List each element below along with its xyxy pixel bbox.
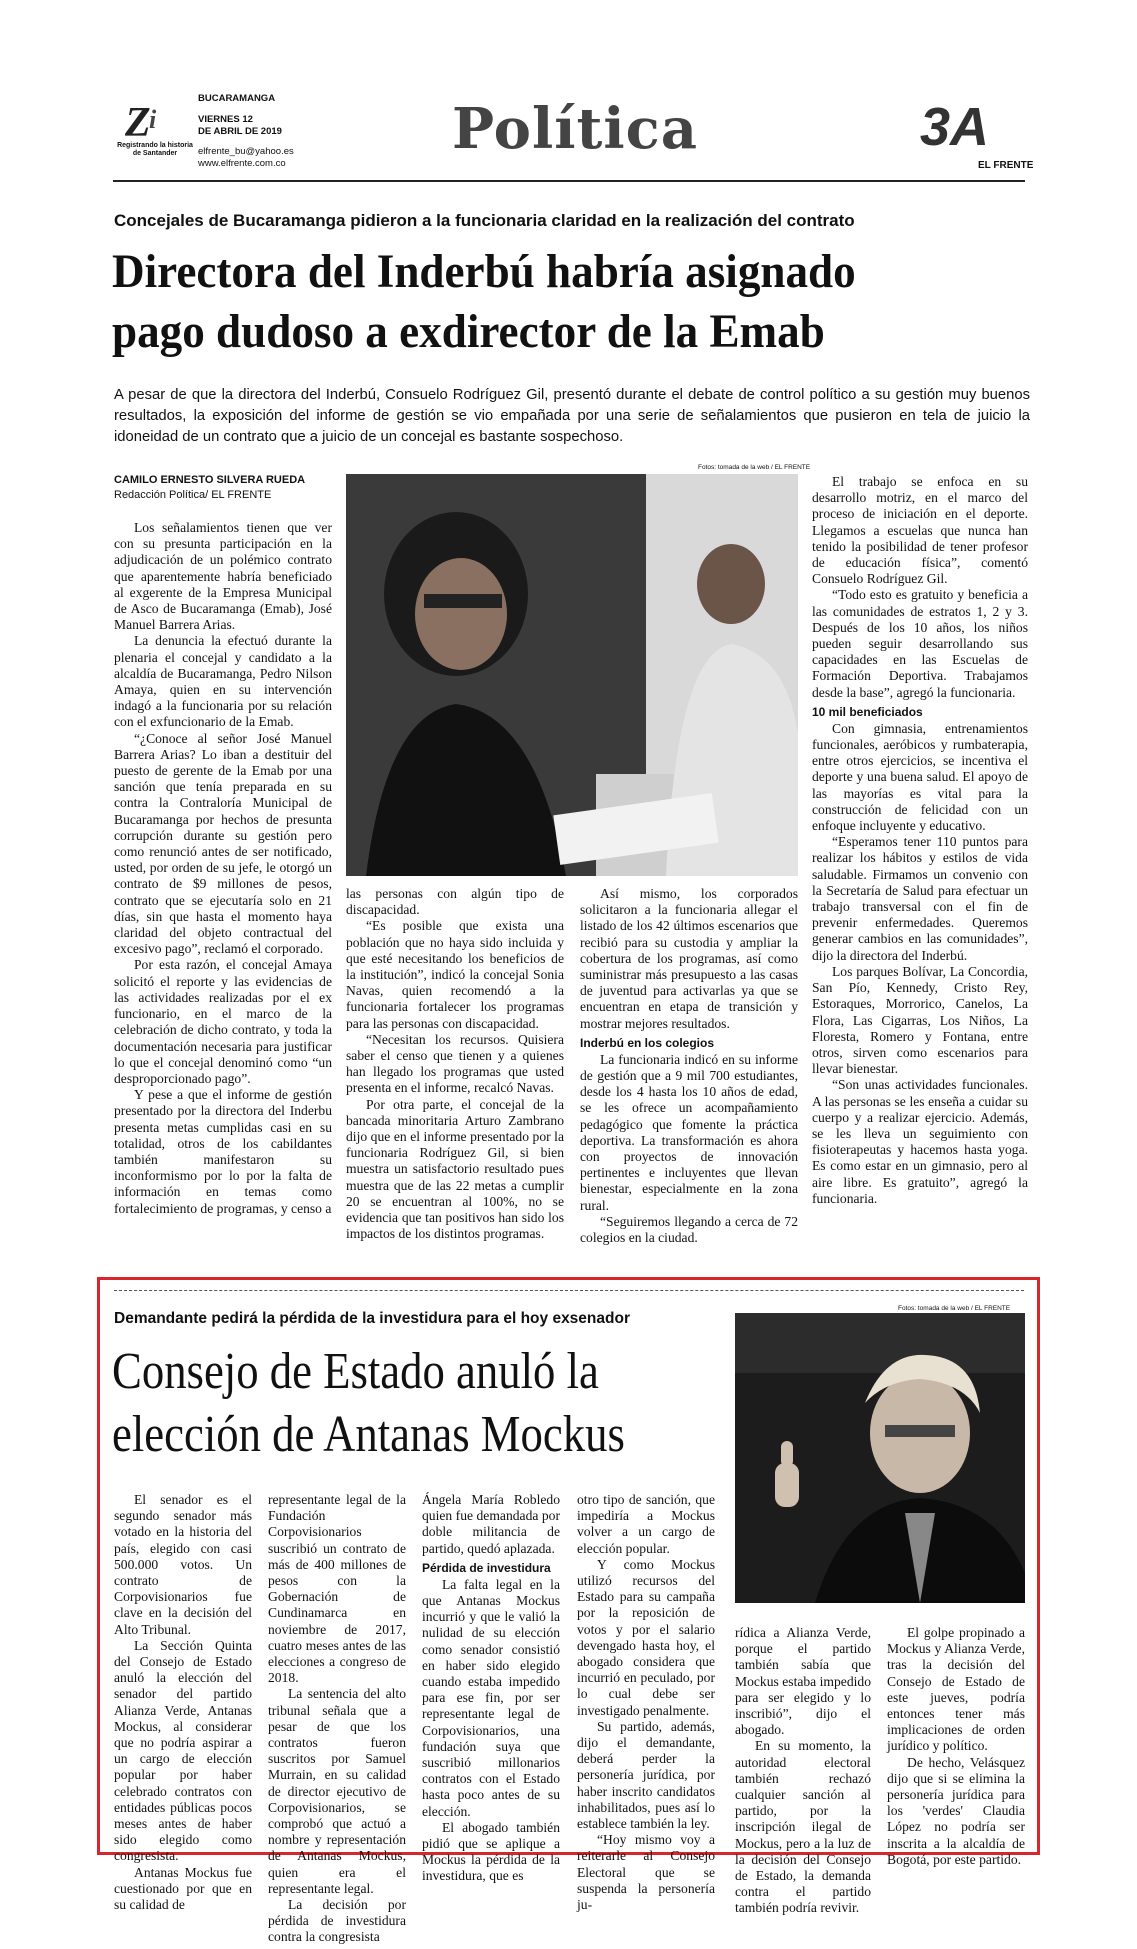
paragraph: “Es posible que exista una población que no haya sido incluida y que esté necesitando los beneficios de la institución”, indicó la concejal Sonia Navas, quien recomendó a la funcionaria fortalecer los programas para las personas con discapacidad.	[346, 918, 564, 1031]
paragraph: El senador es el segundo senador más votado en la historia del país, elegido con casi 500.000 votos. Un contrato de Corpovisionarios fue clave en la decisión del Alto Tribunal.	[114, 1492, 252, 1637]
paragraph: representante legal de la Fundación Corpovisionarios suscribió un contrato de más de 400 millones de pesos con la Gobernación de Cundinamarca en noviembre de 2017, cuatro meses antes de las elecciones a congreso de 2018.	[268, 1492, 406, 1686]
portrait-photo-icon	[735, 1313, 1025, 1603]
article2-kicker: Demandante pedirá la pérdida de la investidura para el hoy exsenador	[114, 1310, 630, 1327]
article2-column-1	[114, 1492, 252, 1913]
paragraph: Los señalamientos tienen que ver con su presunta participación en la adjudicación de un polémico contrato que aparentemente habría beneficiado al exgerente de la Empresa Municipal de Asco de Bucaramanga (Emab), José Manuel Barrera Arias.	[114, 520, 332, 633]
article1-kicker: Concejales de Bucaramanga pidieron a la funcionaria claridad en la realización del contrato	[114, 211, 855, 230]
article2-headline-1: Consejo de Estado anuló la	[112, 1343, 599, 1400]
paragraph: Con gimnasia, entrenamientos funcionales, aeróbicos y rumbaterapia, entre otros ejercicios, se incentiva el deporte y una buena salud. El apoyo de las mayorías es vital para la construcción de felicidad con un enfoque incluyente y educativo.	[812, 720, 1028, 834]
paragraph: Y pese a que el informe de gestión presentado por la directora del Inderbu presenta metas cumplidas casi en su totalidad, otros de los cabildantes también manifestaron su inconformismo por lo por la falta de información en temas como fortalecimiento de programas, y censo a	[114, 1087, 332, 1216]
paragraph: La funcionaria indicó en su informe de gestión que a 9 mil 700 estudiantes, desde los 4 hasta los 10 años de edad, se les ofrece un acompañamiento pedagógico que fomente la práctica deportiva. La transformación es ahora con proyectos de innovación pertinentes e incluyentes que llevan bienestar, especialmente en la zona rural.	[580, 1051, 798, 1213]
paragraph: Ángela María Robledo quien fue demandada por doble militancia de partido, quedó aplazada.	[422, 1492, 560, 1556]
subhead: Inderbú en los colegios	[580, 1035, 715, 1050]
paragraph: La falta legal en la que Antanas Mockus incurrió y que le valió la nulidad de su elección como senador consistió en haber sido elegido cuando estaba impedido para ese fin, por ser representante legal de Corpovisionarios, una fundación suya que suscribió millonarios contratos con el Estado hasta poco antes de su elección.	[422, 1576, 560, 1819]
email[interactable]: elfrente_bu@yahoo.es	[198, 146, 294, 157]
city: BUCARAMANGA	[198, 93, 276, 104]
mockus-photo	[735, 1313, 1025, 1603]
article1-headline-1: Directora del Inderbú habría asignado	[112, 245, 856, 298]
article1-column-4	[812, 474, 1028, 1207]
paragraph: “Todo esto es gratuito y beneficia a las comunidades de estratos 1, 2 y 3. Después de los 10 años, los niños pueden seguir desarrollando sus capacidades en las Escuelas de Formación Deportiva. Trabajamos desde la base”, agregó la funcionaria.	[812, 587, 1028, 700]
svg-text:Z: Z	[125, 100, 151, 146]
subhead: Pérdida de investidura	[422, 1560, 551, 1575]
paragraph: Por esta razón, el concejal Amaya solicitó el reporte y las evidencias de las actividades realizadas por el ex funcionario, en el marco de la celebración de dicho contrato, y toda la documentación necesaria para justificar lo que el concejal denominó como “un desproporcionado pago”.	[114, 957, 332, 1086]
paragraph: Antanas Mockus fue cuestionado por que en su calidad de	[114, 1864, 252, 1913]
paragraph: rídica a Alianza Verde, porque el partido también sabía que Mockus estaba impedido para ser elegido y lo inscribió”, dijo el abogado.	[735, 1625, 871, 1738]
paragraph: La denuncia la efectuó durante la plenaria el concejal y candidato a la alcaldía de Bucaramanga, Pedro Nilson Amaya, quien en su intervención indagó a la funcionaria por su relación con el exfuncionario de la Emab.	[114, 633, 332, 730]
article2-column-5	[735, 1625, 871, 1917]
inderbu-photo	[346, 474, 798, 876]
article1-lead: A pesar de que la directora del Inderbú, Consuelo Rodríguez Gil, presentó durante el debate de control político a su gestión muy buenos resultados, la exposición del informe de gestión se vio empañada por una serie de señalamientos que pusieron en tela de juicio la idoneidad de un contrato que a juicio de un concejal es bastante sospechoso.	[114, 387, 1030, 445]
paragraph: “¿Conoce al señor José Manuel Barrera Arias? Lo iban a destituir del puesto de gerente de la Emab por una sanción que tenía preparada en su contra la Contraloría Municipal de Bucaramanga por hechos de presunta corrupción durante su gestión pero como renunció antes de ser notificado, usted, por orden de su jefe, le otorgó un contrato de $9 millones de pesos, contrato que se ejecutaría solo en 21 días, sin que hasta el momento haya claridad del objeto contractual del excesivo pago”, reclamó el corporado.	[114, 730, 332, 957]
paragraph: “Son unas actividades funcionales. A las personas se les enseña a cuidar su cuerpo y a realizar ejercicio. Además, se les lleva un seguimiento con fisioterapeutas y hacemos hasta yoga. Es como estar en un gimnasio, pero al aire libre. Es gratuito”, agregó la funcionaria.	[812, 1077, 1028, 1206]
article2-column-3	[422, 1492, 560, 1885]
paragraph: las personas con algún tipo de discapacidad.	[346, 886, 564, 918]
paragraph: Así mismo, los corporados solicitaron a la funcionaria allegar el listado de los 42 últimos escenarios que recibió para su custodia y ampliar la cobertura de los programas, así como suministrar más presupuesto a las casas de juventud para activarlas ya que se encuentran en etapa de transición y mostrar mejores resultados.	[580, 886, 798, 1031]
paragraph: La decisión por pérdida de investidura contra la congresista	[268, 1897, 406, 1945]
article1-column-3	[580, 886, 798, 1246]
paragraph: El trabajo se enfoca en su desarrollo motriz, en el marco del proceso de iniciación en el deporte. Llegamos a escuelas que nunca han tenido la posibilidad de tener profesor de educación física”, comentó Consuelo Rodríguez Gil.	[812, 474, 1028, 587]
paragraph: Por otra parte, el concejal de la bancada minoritaria Arturo Zambrano dijo que en el informe presentado por la funcionaria Rodríguez Gil, si bien muestra un satisfactorio resultado pues muestra que de las 22 metas a cumplir 20 se encuentran al 100%, no se evidencia que tan positivos han sido los impactos de los distintos programas.	[346, 1096, 564, 1242]
masthead-rule	[113, 180, 1025, 182]
byline: CAMILO ERNESTO SILVERA RUEDA	[114, 474, 306, 486]
subhead: 10 mil beneficiados	[812, 704, 923, 719]
article2-headline-2: elección de Antanas Mockus	[112, 1406, 625, 1463]
logo-tagline: Registrando la historia de Santander	[117, 142, 193, 157]
article2-column-4	[577, 1492, 715, 1913]
article1-column-1	[114, 520, 332, 1217]
paragraph: El abogado también pidió que se aplique a Mockus la pérdida de la investidura, que es	[422, 1819, 560, 1884]
article1-headline-2: pago dudoso a exdirector de la Emab	[112, 305, 825, 358]
article1-column-2	[346, 886, 564, 1242]
masthead	[0, 0, 1137, 180]
paper-name: EL FRENTE	[978, 160, 1034, 171]
byline-role: Redacción Política/ EL FRENTE	[114, 489, 272, 501]
paragraph: Y como Mockus utilizó recursos del Estado para su campaña por la reposición de votos y por el salario devengado hasta hoy, el abogado considera que incurrió en peculado, por lo cual debe ser investigado penalmente.	[577, 1556, 715, 1718]
paragraph: El golpe propinado a Mockus y Alianza Verde, tras la decisión del Consejo de Estado de este jueves, podría entonces tener más implicaciones de orden jurídico y político.	[887, 1625, 1025, 1754]
paragraph: “Seguiremos llegando a cerca de 72 colegios en la ciudad.	[580, 1213, 798, 1246]
section-title: Política	[452, 96, 699, 162]
paragraph: La Sección Quinta del Consejo de Estado anuló la elección del senador del partido Alianza Verde, Antanas Mockus, al considerar que no podría aspirar a un cargo de elección popular por haber celebrado contratos con entidades públicas pocos meses antes de haber sido elegido como congresista.	[114, 1637, 252, 1864]
meeting-photo-icon	[346, 474, 798, 876]
article2-column-6	[887, 1625, 1025, 1868]
logo	[115, 98, 195, 160]
paragraph: En su momento, la autoridad electoral también rechazó cualquier sanción al partido, por la inscripción ilegal de Mockus, pero a la luz de la decisión del Consejo de Estado, la demanda contra el partido también podría revivir.	[735, 1738, 871, 1916]
paragraph: otro tipo de sanción, que impediría a Mockus volver a un cargo de elección popular.	[577, 1492, 715, 1556]
paragraph: De hecho, Velásquez dijo que si se elimina la personería jurídica para los 'verdes' Claudia López no podría ser inscrita a la alcaldía de Bogotá, por este partido.	[887, 1754, 1025, 1867]
paragraph: “Necesitan los recursos. Quisiera saber el censo que tienen y a quienes han llegado los programas que usted presenta en el informe, recalcó Navas.	[346, 1031, 564, 1096]
date-line2: DE ABRIL DE 2019	[198, 126, 282, 137]
page-number: 3A	[920, 97, 990, 157]
paragraph: “Esperamos tener 110 puntos para realizar los hábitos y estilos de vida saludable. Firmamos un convenio con la Secretaría de Salud para efectuar un trabajo transversal con el fin de prevenir enfermedades. Queremos generar cambios en las comunidades”, dijo la directora del Inderbú.	[812, 834, 1028, 963]
svg-text:i: i	[149, 105, 157, 134]
article2-top-rule	[114, 1290, 1024, 1291]
paragraph: Su partido, además, dijo el demandante, deberá perder la personería jurídica, por haber inscrito candidatos inhabilitados, pues así lo establece también la ley.	[577, 1718, 715, 1832]
website[interactable]: www.elfrente.com.co	[198, 158, 286, 169]
photo-credit: Fotos: tomada de la web / EL FRENTE	[698, 464, 811, 471]
paragraph: La sentencia del alto tribunal señala que a pesar de que los contratos fueron suscritos por Samuel Murrain, en su calidad de director ejecutivo de Corpovisionarios, se comprobó que actuó a nombre y representación de Antanas Mockus, quien era el representante legal.	[268, 1686, 406, 1896]
article2-column-2	[268, 1492, 406, 1946]
paragraph: “Hoy mismo voy a reiterarle al Consejo Electoral que se suspenda la personería ju-	[577, 1832, 715, 1913]
photo-credit: Fotos: tomada de la web / EL FRENTE	[898, 1305, 1011, 1312]
paragraph: Los parques Bolívar, La Concordia, San Pío, Kennedy, Cristo Rey, Estoraques, Morrorico, Canelos, La Flora, Las Cigarras, Los Niños, La Floresta, Romero y Fontana, entre otros, sirven como escenarios para llevar bienestar.	[812, 963, 1028, 1077]
date-line1: VIERNES 12	[198, 114, 253, 125]
